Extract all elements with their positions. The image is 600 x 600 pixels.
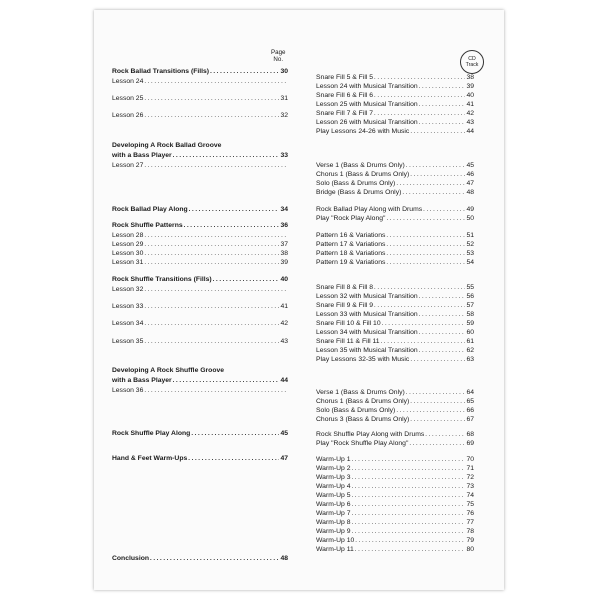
page-number: 45 <box>280 430 288 437</box>
entry-title: Solo (Bass & Drums Only) <box>316 180 396 187</box>
entry-title: Solo (Bass & Drums Only) <box>316 407 396 414</box>
page-no-header: Page No. <box>271 49 286 63</box>
entry-title: Rock Ballad Play Along <box>112 206 188 213</box>
track-entry <box>316 128 474 135</box>
dot-leader <box>374 74 465 81</box>
track-number: 61 <box>466 338 474 345</box>
entry-title: Snare Fill 10 & Fill 10 <box>316 320 381 327</box>
dot-leader <box>352 465 466 472</box>
dot-leader <box>144 112 279 119</box>
track-entry <box>316 398 474 405</box>
section-entry <box>112 455 288 462</box>
entry-title: Conclusion <box>112 555 150 562</box>
dot-leader <box>410 356 465 363</box>
track-number: 45 <box>466 162 474 169</box>
dot-leader <box>419 119 466 126</box>
track-entry <box>316 83 474 90</box>
track-entry <box>316 92 474 99</box>
dot-leader <box>386 241 465 248</box>
track-entry <box>316 74 474 81</box>
dot-leader <box>144 78 287 85</box>
section-entry <box>112 555 288 562</box>
dot-leader <box>144 320 279 327</box>
dot-leader <box>381 338 466 345</box>
entry-title: Play "Rock Shuffle Play Along" <box>316 440 409 447</box>
entry-title: Verse 1 (Bass & Drums Only) <box>316 162 405 169</box>
entry-title: Snare Fill 8 & Fill 8 <box>316 284 374 291</box>
track-number: 63 <box>466 356 474 363</box>
section-entry <box>112 276 288 283</box>
entry-title: Warm-Up 4 <box>316 483 351 490</box>
dot-leader <box>410 398 465 405</box>
dot-leader <box>352 492 466 499</box>
entry-title: Snare Fill 11 & Fill 11 <box>316 338 380 345</box>
entry-title: Snare Fill 6 & Fill 6 <box>316 92 374 99</box>
track-number: 59 <box>466 320 474 327</box>
section-entry <box>112 152 288 159</box>
entry-title: Lesson 26 with Musical Transition <box>316 119 418 126</box>
page-number: 40 <box>280 276 288 283</box>
dot-leader <box>382 320 466 327</box>
dot-leader <box>144 387 287 394</box>
track-number: 74 <box>466 492 474 499</box>
lesson-entry <box>112 387 288 394</box>
entry-title: Lesson 33 <box>112 303 144 310</box>
dot-leader <box>425 431 465 438</box>
entry-title: Rock Shuffle Patterns <box>112 222 183 229</box>
track-number: 40 <box>466 92 474 99</box>
entry-title: Warm-Up 9 <box>316 528 351 535</box>
entry-title: Warm-Up 6 <box>316 501 351 508</box>
dot-leader <box>352 528 466 535</box>
entry-title: Warm-Up 7 <box>316 510 351 517</box>
dot-leader <box>355 537 465 544</box>
track-entry <box>316 440 474 447</box>
track-number: 46 <box>466 171 474 178</box>
lesson-entry <box>112 162 288 169</box>
track-number: 38 <box>466 74 474 81</box>
dot-leader <box>419 311 466 318</box>
dot-leader <box>173 377 280 384</box>
track-entry <box>316 171 474 178</box>
track-number: 71 <box>466 465 474 472</box>
track-entry <box>316 284 474 291</box>
entry-title: Lesson 34 with Musical Transition <box>316 329 418 336</box>
entry-title: Warm-Up 2 <box>316 465 351 472</box>
entry-title: Lesson 30 <box>112 250 144 257</box>
track-number: 69 <box>466 440 474 447</box>
section-entry <box>112 222 288 229</box>
dot-leader <box>144 338 279 345</box>
track-entry <box>316 259 474 266</box>
dot-leader <box>386 259 465 266</box>
page-number: 48 <box>280 555 288 562</box>
section-entry <box>112 206 288 213</box>
track-number: 44 <box>466 128 474 135</box>
track-number: 75 <box>466 501 474 508</box>
dot-leader <box>374 302 465 309</box>
entry-title: Rock Ballad Transitions (Fills) <box>112 68 210 75</box>
page-number: 44 <box>280 377 288 384</box>
entry-title: Play Lessons 24-26 with Music <box>316 128 410 135</box>
entry-title: Lesson 28 <box>112 232 144 239</box>
dot-leader <box>144 232 287 239</box>
entry-title: Rock Shuffle Transitions (Fills) <box>112 276 212 283</box>
page-number: 43 <box>280 338 288 345</box>
page-number: 37 <box>280 241 288 248</box>
dot-leader <box>386 215 465 222</box>
lesson-entry <box>112 338 288 345</box>
track-entry <box>316 519 474 526</box>
entry-title: Warm-Up 3 <box>316 474 351 481</box>
track-number: 48 <box>466 189 474 196</box>
track-entry <box>316 431 474 438</box>
track-entry <box>316 416 474 423</box>
dot-leader <box>213 276 280 283</box>
dot-leader <box>396 407 465 414</box>
dot-leader <box>355 546 466 553</box>
track-entry <box>316 537 474 544</box>
dot-leader <box>419 101 466 108</box>
entry-title: with a Bass Player <box>112 377 172 384</box>
entry-title: Hand & Feet Warm-Ups <box>112 455 188 462</box>
entry-title: Snare Fill 7 & Fill 7 <box>316 110 374 117</box>
lesson-entry <box>112 95 288 102</box>
dot-leader <box>419 329 466 336</box>
entry-title: with a Bass Player <box>112 152 172 159</box>
dot-leader <box>374 284 465 291</box>
entry-title: Rock Shuffle Play Along <box>112 430 191 437</box>
page-number: 32 <box>280 112 288 119</box>
entry-title: Warm-Up 1 <box>316 456 351 463</box>
dot-leader <box>173 152 280 159</box>
track-entry <box>316 215 474 222</box>
entry-title: Lesson 24 with Musical Transition <box>316 83 418 90</box>
dot-leader <box>419 83 466 90</box>
dot-leader <box>386 250 465 257</box>
section-heading: Developing A Rock Shuffle Groove <box>112 367 225 374</box>
dot-leader <box>406 162 466 169</box>
page-number: 33 <box>280 152 288 159</box>
lesson-entry <box>112 320 288 327</box>
section-entry <box>112 430 288 437</box>
dot-leader <box>374 110 465 117</box>
entry-title: Lesson 32 with Musical Transition <box>316 293 418 300</box>
track-entry <box>316 293 474 300</box>
dot-leader <box>150 555 279 562</box>
entry-title: Bridge (Bass & Drums Only) <box>316 189 402 196</box>
entry-title: Lesson 34 <box>112 320 144 327</box>
section-heading: Developing A Rock Ballad Groove <box>112 142 222 149</box>
track-number: 64 <box>466 389 474 396</box>
entry-title: Lesson 26 <box>112 112 144 119</box>
track-number: 52 <box>466 241 474 248</box>
track-number: 79 <box>466 537 474 544</box>
track-entry <box>316 119 474 126</box>
dot-leader <box>188 455 279 462</box>
dot-leader <box>184 222 280 229</box>
track-entry <box>316 311 474 318</box>
entry-title: Lesson 35 <box>112 338 144 345</box>
track-number: 62 <box>466 347 474 354</box>
track-entry <box>316 389 474 396</box>
entry-title: Lesson 31 <box>112 259 144 266</box>
track-number: 65 <box>466 398 474 405</box>
track-number: 49 <box>466 206 474 213</box>
track-number: 50 <box>466 215 474 222</box>
track-number: 78 <box>466 528 474 535</box>
entry-title: Lesson 29 <box>112 241 144 248</box>
track-entry <box>316 189 474 196</box>
entry-title: Chorus 1 (Bass & Drums Only) <box>316 171 410 178</box>
track-number: 77 <box>466 519 474 526</box>
track-entry <box>316 320 474 327</box>
entry-title: Lesson 24 <box>112 78 144 85</box>
entry-title: Lesson 36 <box>112 387 144 394</box>
dot-leader <box>374 92 465 99</box>
section-entry <box>112 68 288 75</box>
dot-leader <box>144 303 279 310</box>
track-number: 41 <box>466 101 474 108</box>
track-entry <box>316 407 474 414</box>
entry-title: Snare Fill 5 & Fill 5 <box>316 74 374 81</box>
entry-title: Rock Shuffle Play Along with Drums <box>316 431 425 438</box>
track-number: 58 <box>466 311 474 318</box>
dot-leader <box>410 128 465 135</box>
dot-leader <box>402 189 465 196</box>
entry-title: Play "Rock Play Along" <box>316 215 386 222</box>
lesson-entry <box>112 78 288 85</box>
dot-leader <box>191 430 279 437</box>
entry-title: Verse 1 (Bass & Drums Only) <box>316 389 405 396</box>
entry-title: Lesson 25 <box>112 95 144 102</box>
track-entry <box>316 232 474 239</box>
cd-track-label: CD Track <box>465 56 479 68</box>
dot-leader <box>419 347 466 354</box>
page-number: 38 <box>280 250 288 257</box>
entry-title: Pattern 18 & Variations <box>316 250 386 257</box>
track-entry <box>316 501 474 508</box>
lesson-entry <box>112 250 288 257</box>
track-entry <box>316 356 474 363</box>
dot-leader <box>144 162 287 169</box>
cd-track-badge <box>460 50 484 74</box>
track-number: 76 <box>466 510 474 517</box>
track-entry <box>316 510 474 517</box>
page-number: 36 <box>280 222 288 229</box>
track-entry <box>316 465 474 472</box>
dot-leader <box>144 241 279 248</box>
track-entry <box>316 110 474 117</box>
dot-leader <box>144 286 287 293</box>
dot-leader <box>410 171 465 178</box>
lesson-entry <box>112 286 288 293</box>
dot-leader <box>210 68 279 75</box>
track-entry <box>316 492 474 499</box>
dot-leader <box>144 250 279 257</box>
track-entry <box>316 483 474 490</box>
dot-leader <box>352 456 466 463</box>
track-number: 72 <box>466 474 474 481</box>
page-number: 34 <box>280 206 288 213</box>
dot-leader <box>419 293 466 300</box>
lesson-entry <box>112 232 288 239</box>
track-number: 57 <box>466 302 474 309</box>
track-entry <box>316 250 474 257</box>
track-entry <box>316 241 474 248</box>
page-number: 42 <box>280 320 288 327</box>
dot-leader <box>352 474 466 481</box>
track-entry <box>316 101 474 108</box>
dot-leader <box>409 440 465 447</box>
lesson-entry <box>112 112 288 119</box>
entry-title: Warm-Up 5 <box>316 492 351 499</box>
dot-leader <box>352 510 466 517</box>
dot-leader <box>352 519 466 526</box>
track-number: 43 <box>466 119 474 126</box>
entry-title: Warm-Up 8 <box>316 519 351 526</box>
track-entry <box>316 456 474 463</box>
track-entry <box>316 329 474 336</box>
entry-title: Pattern 19 & Variations <box>316 259 386 266</box>
track-entry <box>316 180 474 187</box>
entry-title: Chorus 1 (Bass & Drums Only) <box>316 398 410 405</box>
entry-title: Rock Ballad Play Along with Drums <box>316 206 423 213</box>
track-number: 42 <box>466 110 474 117</box>
track-number: 73 <box>466 483 474 490</box>
track-number: 47 <box>466 180 474 187</box>
page-number: 41 <box>280 303 288 310</box>
lesson-entry <box>112 303 288 310</box>
track-number: 54 <box>466 259 474 266</box>
page-number: 47 <box>280 455 288 462</box>
entry-title: Pattern 16 & Variations <box>316 232 386 239</box>
section-entry <box>112 377 288 384</box>
dot-leader <box>396 180 465 187</box>
track-number: 66 <box>466 407 474 414</box>
track-entry <box>316 162 474 169</box>
track-number: 53 <box>466 250 474 257</box>
track-entry <box>316 302 474 309</box>
track-number: 39 <box>466 83 474 90</box>
entry-title: Lesson 32 <box>112 286 144 293</box>
entry-title: Lesson 25 with Musical Transition <box>316 101 418 108</box>
dot-leader <box>352 501 466 508</box>
dot-leader <box>410 416 465 423</box>
track-number: 51 <box>466 232 474 239</box>
entry-title: Warm-Up 10 <box>316 537 355 544</box>
track-number: 70 <box>466 456 474 463</box>
dot-leader <box>189 206 280 213</box>
dot-leader <box>386 232 465 239</box>
track-number: 56 <box>466 293 474 300</box>
track-entry <box>316 474 474 481</box>
track-number: 67 <box>466 416 474 423</box>
entry-title: Lesson 33 with Musical Transition <box>316 311 418 318</box>
track-entry <box>316 338 474 345</box>
page-number: 30 <box>280 68 288 75</box>
lesson-entry <box>112 241 288 248</box>
dot-leader <box>144 95 279 102</box>
entry-title: Warm-Up 11 <box>316 546 354 553</box>
entry-title: Chorus 3 (Bass & Drums Only) <box>316 416 410 423</box>
entry-title: Snare Fill 9 & Fill 9 <box>316 302 374 309</box>
page-number: 31 <box>280 95 288 102</box>
dot-leader <box>423 206 465 213</box>
dot-leader <box>352 483 466 490</box>
track-number: 55 <box>466 284 474 291</box>
dot-leader <box>406 389 466 396</box>
track-entry <box>316 546 474 553</box>
track-entry <box>316 206 474 213</box>
entry-title: Play Lessons 32-35 with Music <box>316 356 410 363</box>
track-number: 68 <box>466 431 474 438</box>
track-number: 60 <box>466 329 474 336</box>
page-number: 39 <box>280 259 288 266</box>
entry-title: Pattern 17 & Variations <box>316 241 386 248</box>
entry-title: Lesson 27 <box>112 162 144 169</box>
track-entry <box>316 347 474 354</box>
track-entry <box>316 528 474 535</box>
dot-leader <box>144 259 279 266</box>
entry-title: Lesson 35 with Musical Transition <box>316 347 418 354</box>
lesson-entry <box>112 259 288 266</box>
track-number: 80 <box>466 546 474 553</box>
